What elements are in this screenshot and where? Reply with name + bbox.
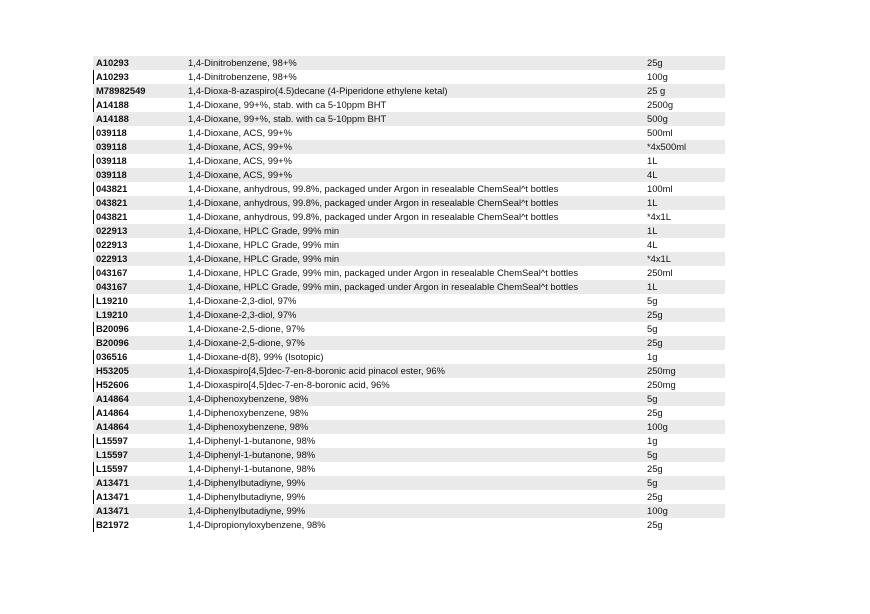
product-quantity: 25g <box>647 57 663 68</box>
product-code: 043821 <box>96 211 128 222</box>
product-description: 1,4-Dioxane, anhydrous, 99.8%, packaged under Argon in resealable ChemSeal^t bottles <box>188 211 559 222</box>
product-quantity: 100g <box>647 505 668 516</box>
product-description: 1,4-Dioxane, HPLC Grade, 99% min <box>188 239 340 250</box>
table-row <box>93 224 725 238</box>
product-quantity: 100g <box>647 71 668 82</box>
product-code: A10293 <box>96 57 129 68</box>
product-description: 1,4-Dioxane, ACS, 99+% <box>188 155 292 166</box>
product-table <box>93 56 725 532</box>
product-description: 1,4-Diphenyl-1-butanone, 98% <box>188 463 316 474</box>
product-quantity: 25g <box>647 491 663 502</box>
product-quantity: 4L <box>647 169 658 180</box>
product-description: 1,4-Dioxane, ACS, 99+% <box>188 169 292 180</box>
product-code: A14864 <box>96 393 129 404</box>
product-code: 043167 <box>96 267 128 278</box>
table-row <box>93 504 725 518</box>
product-quantity: 500ml <box>647 127 673 138</box>
table-row <box>93 84 725 98</box>
product-description: 1,4-Dioxane-d{8}, 99% (Isotopic) <box>188 351 324 362</box>
table-row <box>93 182 725 196</box>
table-row <box>93 364 725 378</box>
table-row <box>93 378 725 392</box>
table-row <box>93 196 725 210</box>
table-row <box>93 336 725 350</box>
product-quantity: 1g <box>647 351 658 362</box>
table-row <box>93 168 725 182</box>
product-description: 1,4-Diphenylbutadiyne, 99% <box>188 477 306 488</box>
table-row <box>93 140 725 154</box>
product-quantity: *4x1L <box>647 253 671 264</box>
product-quantity: 1L <box>647 197 658 208</box>
product-description: 1,4-Dioxane, ACS, 99+% <box>188 141 292 152</box>
product-quantity: 5g <box>647 323 658 334</box>
product-code: 036516 <box>96 351 128 362</box>
product-quantity: 25g <box>647 463 663 474</box>
product-description: 1,4-Dioxane-2,3-diol, 97% <box>188 309 297 320</box>
product-code: 039118 <box>96 141 127 152</box>
product-quantity: 1L <box>647 225 658 236</box>
product-description: 1,4-Dioxane-2,5-dione, 97% <box>188 323 305 334</box>
product-quantity: 1L <box>647 155 658 166</box>
product-code: 043821 <box>96 197 128 208</box>
product-code: A13471 <box>96 505 129 516</box>
product-code: M78982549 <box>96 85 146 96</box>
product-quantity: 500g <box>647 113 668 124</box>
table-row <box>93 56 725 70</box>
product-description: 1,4-Dioxane, HPLC Grade, 99% min <box>188 253 340 264</box>
table-row <box>93 294 725 308</box>
product-code: 039118 <box>96 155 127 166</box>
table-row <box>93 126 725 140</box>
table-row <box>93 322 725 336</box>
product-description: 1,4-Dioxaspiro[4,5]dec-7-en-8-boronic acid, 96% <box>188 379 390 390</box>
product-code: 043167 <box>96 281 128 292</box>
product-description: 1,4-Diphenylbutadiyne, 99% <box>188 505 306 516</box>
product-description: 1,4-Diphenoxybenzene, 98% <box>188 407 309 418</box>
product-quantity: 4L <box>647 239 658 250</box>
table-row <box>93 448 725 462</box>
product-quantity: 25g <box>647 407 663 418</box>
product-quantity: 250mg <box>647 379 676 390</box>
table-row <box>93 252 725 266</box>
product-code: A13471 <box>96 491 129 502</box>
product-description: 1,4-Diphenylbutadiyne, 99% <box>188 491 306 502</box>
table-row <box>93 154 725 168</box>
table-row <box>93 238 725 252</box>
product-code: L15597 <box>96 463 128 474</box>
product-quantity: 5g <box>647 393 658 404</box>
product-code: 022913 <box>96 253 128 264</box>
product-quantity: 250mg <box>647 365 676 376</box>
product-quantity: 5g <box>647 295 658 306</box>
product-code: A10293 <box>96 71 129 82</box>
product-quantity: 1L <box>647 281 658 292</box>
product-description: 1,4-Dioxane, ACS, 99+% <box>188 127 292 138</box>
product-quantity: 25g <box>647 337 663 348</box>
product-code: L19210 <box>96 295 128 306</box>
product-description: 1,4-Dioxane-2,5-dione, 97% <box>188 337 305 348</box>
product-description: 1,4-Dioxane, HPLC Grade, 99% min, packaged under Argon in resealable ChemSeal^t bottles <box>188 281 579 292</box>
product-code: A13471 <box>96 477 129 488</box>
product-code: B21972 <box>96 519 129 530</box>
table-row <box>93 266 725 280</box>
product-description: 1,4-Dioxane, 99+%, stab. with ca 5-10ppm BHT <box>188 113 387 124</box>
product-code: B20096 <box>96 337 129 348</box>
table-row <box>93 280 725 294</box>
table-row <box>93 518 725 532</box>
product-quantity: 100ml <box>647 183 673 194</box>
product-description: 1,4-Dioxane, 99+%, stab. with ca 5-10ppm BHT <box>188 99 387 110</box>
table-row <box>93 434 725 448</box>
product-quantity: 25g <box>647 519 663 530</box>
product-code: L15597 <box>96 449 128 460</box>
product-description: 1,4-Diphenoxybenzene, 98% <box>188 393 309 404</box>
product-description: 1,4-Dioxane-2,3-diol, 97% <box>188 295 297 306</box>
product-description: 1,4-Diphenoxybenzene, 98% <box>188 421 309 432</box>
product-quantity: 100g <box>647 421 668 432</box>
product-code: H52606 <box>96 379 129 390</box>
product-description: 1,4-Dipropionyloxybenzene, 98% <box>188 519 326 530</box>
product-quantity: *4x500ml <box>647 141 687 152</box>
table-row <box>93 98 725 112</box>
product-quantity: 25 g <box>647 85 666 96</box>
product-code: H53205 <box>96 365 129 376</box>
product-description: 1,4-Diphenyl-1-butanone, 98% <box>188 449 316 460</box>
product-code: L19210 <box>96 309 128 320</box>
product-quantity: 250ml <box>647 267 673 278</box>
product-code: B20096 <box>96 323 129 334</box>
table-row <box>93 406 725 420</box>
table-row <box>93 392 725 406</box>
product-quantity: 2500g <box>647 99 674 110</box>
table-row <box>93 210 725 224</box>
table-row <box>93 490 725 504</box>
product-description: 1,4-Dioxane, anhydrous, 99.8%, packaged under Argon in resealable ChemSeal^t bottles <box>188 197 559 208</box>
table-row <box>93 70 725 84</box>
product-code: L15597 <box>96 435 128 446</box>
table-row <box>93 462 725 476</box>
product-description: 1,4-Dinitrobenzene, 98+% <box>188 71 297 82</box>
product-code: A14188 <box>96 99 129 110</box>
product-code: 039118 <box>96 169 127 180</box>
product-code: 022913 <box>96 239 128 250</box>
product-description: 1,4-Dioxane, HPLC Grade, 99% min <box>188 225 340 236</box>
table-row <box>93 420 725 434</box>
product-code: A14864 <box>96 421 129 432</box>
product-description: 1,4-Dioxaspiro[4,5]dec-7-en-8-boronic acid pinacol ester, 96% <box>188 365 445 376</box>
product-description: 1,4-Diphenyl-1-butanone, 98% <box>188 435 316 446</box>
product-quantity: 5g <box>647 449 658 460</box>
product-code: 039118 <box>96 127 127 138</box>
table-row <box>93 308 725 322</box>
product-description: 1,4-Dinitrobenzene, 98+% <box>188 57 297 68</box>
table-row <box>93 112 725 126</box>
product-code: A14864 <box>96 407 129 418</box>
product-description: 1,4-Dioxane, HPLC Grade, 99% min, packaged under Argon in resealable ChemSeal^t bottles <box>188 267 579 278</box>
product-description: 1,4-Dioxane, anhydrous, 99.8%, packaged under Argon in resealable ChemSeal^t bottles <box>188 183 559 194</box>
product-description: 1,4-Dioxa-8-azaspiro(4.5)decane (4-Piperidone ethylene ketal) <box>188 85 448 96</box>
product-code: 022913 <box>96 225 128 236</box>
product-quantity: 5g <box>647 477 658 488</box>
table-row <box>93 476 725 490</box>
product-quantity: *4x1L <box>647 211 671 222</box>
product-quantity: 1g <box>647 435 658 446</box>
product-quantity: 25g <box>647 309 663 320</box>
table-row <box>93 350 725 364</box>
product-code: 043821 <box>96 183 128 194</box>
product-code: A14188 <box>96 113 129 124</box>
